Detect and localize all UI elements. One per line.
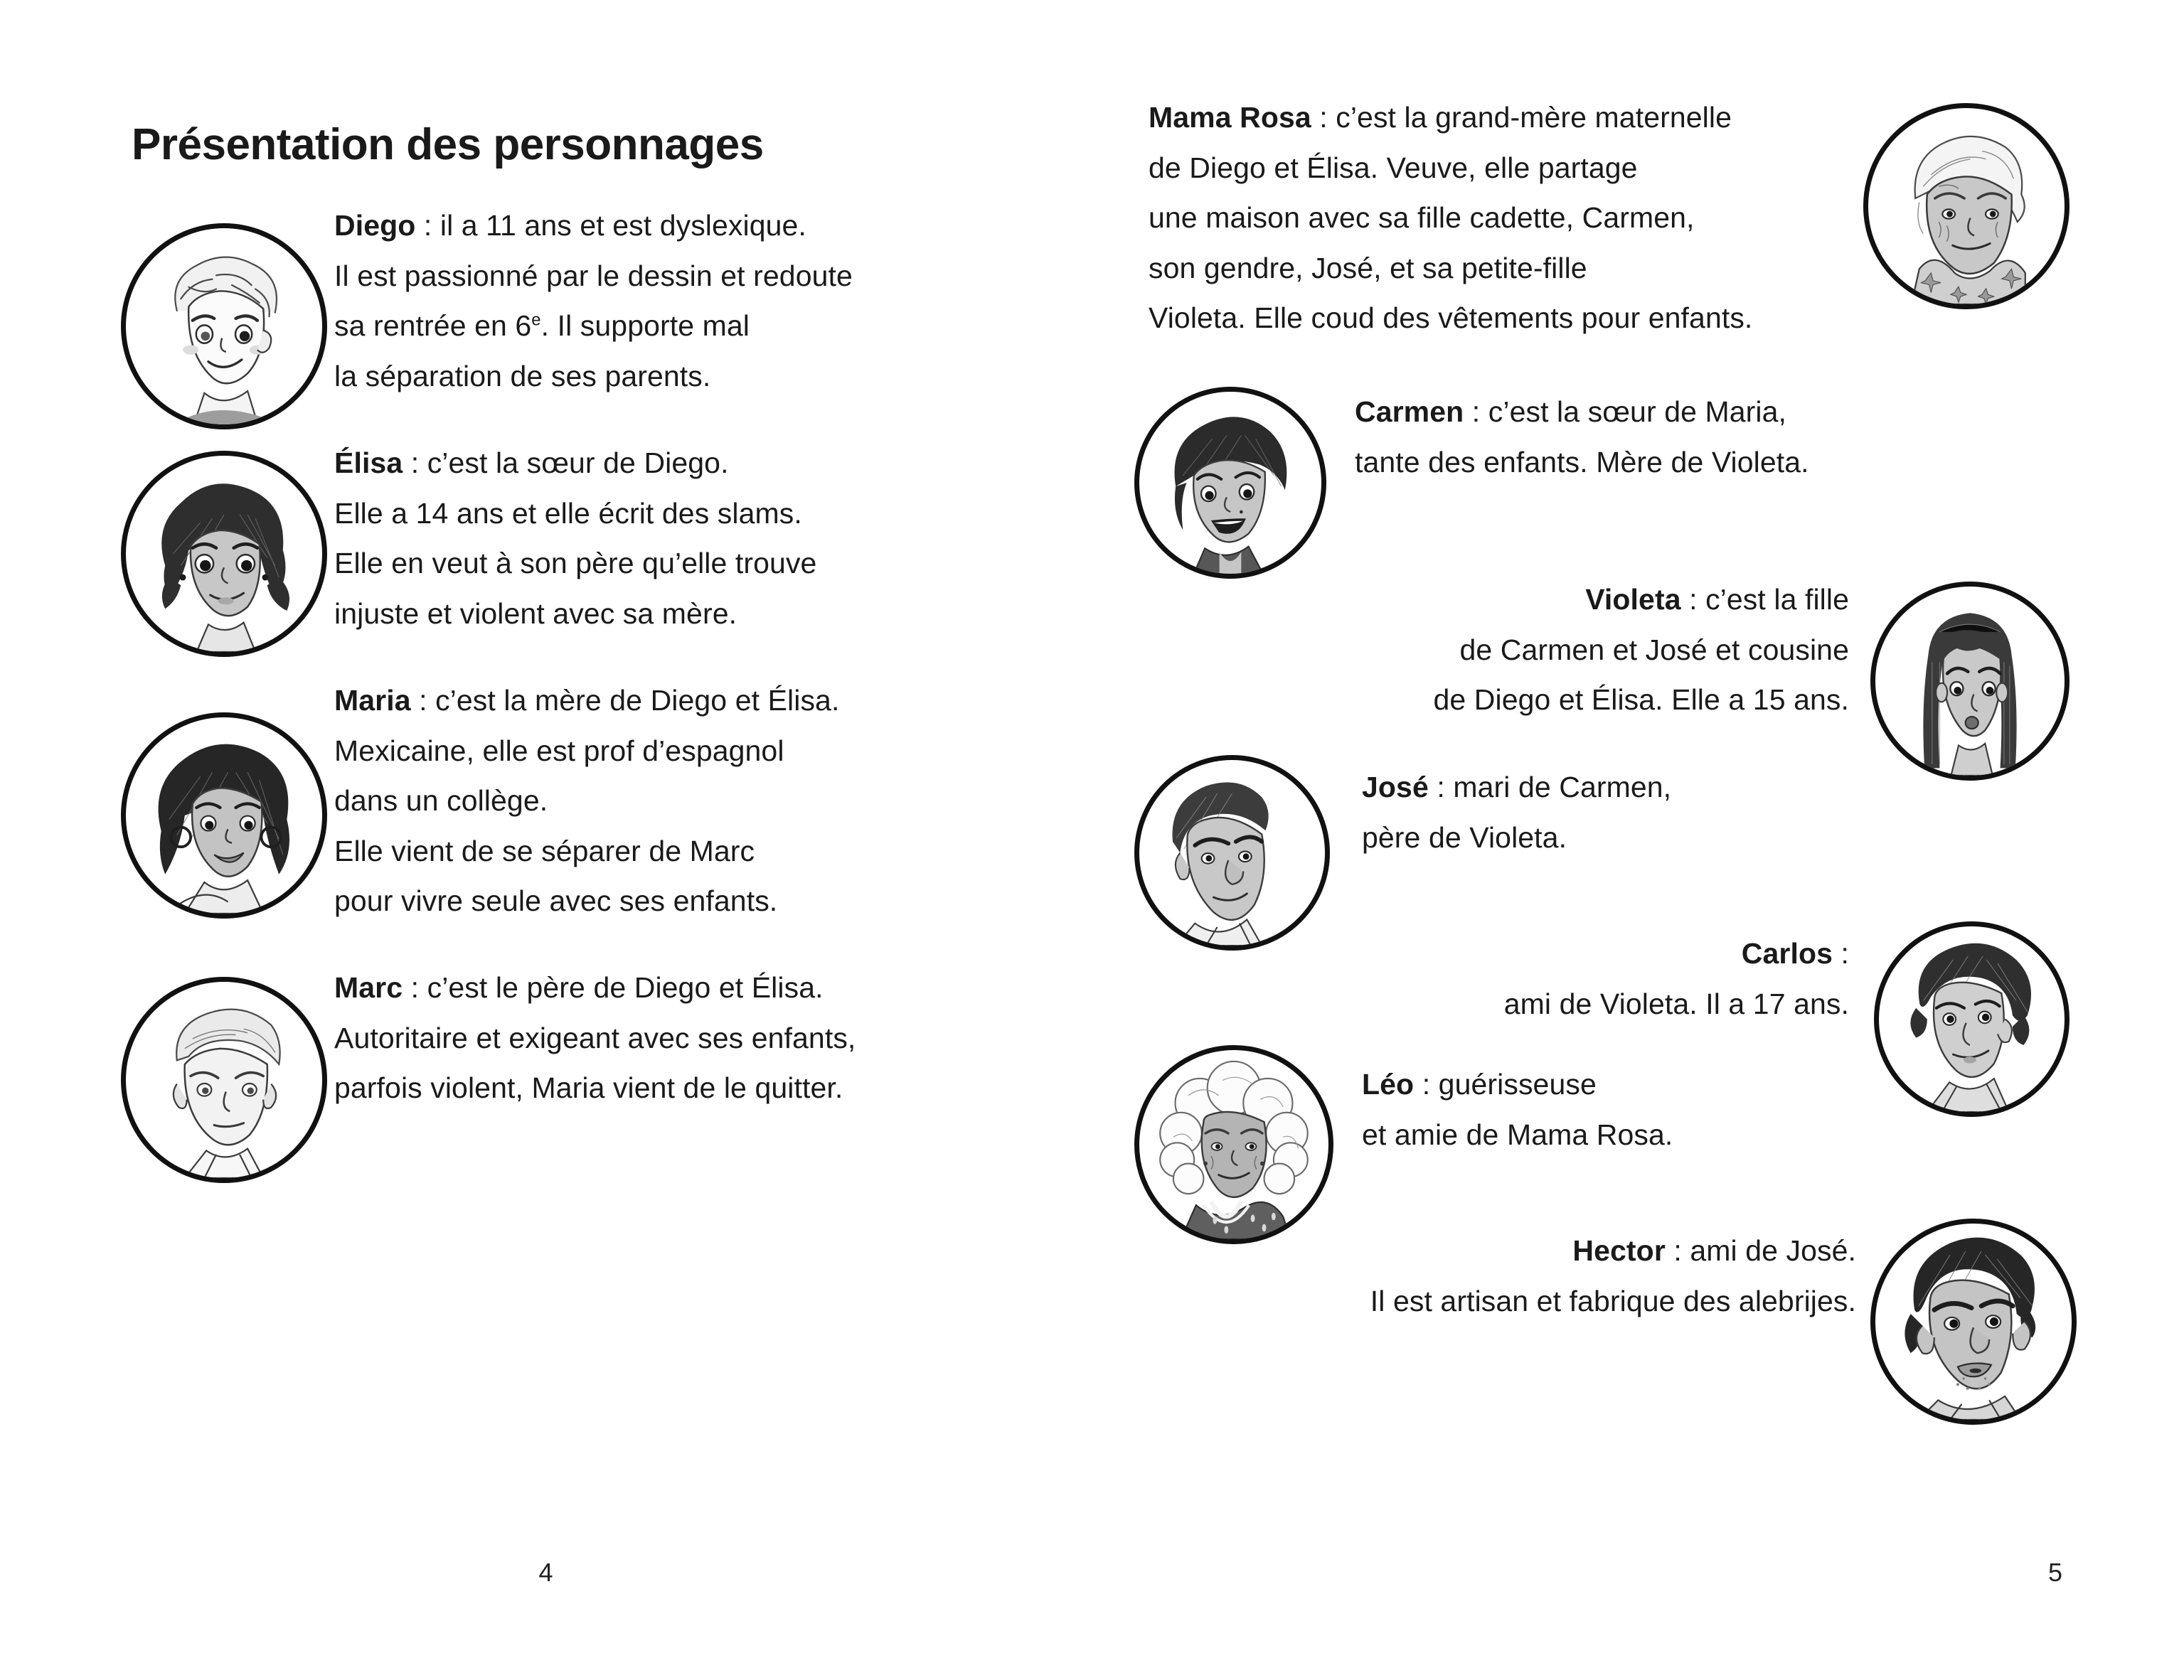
jose-portrait xyxy=(1134,755,1330,951)
maria-description xyxy=(334,675,1035,926)
leo-line-2: et amie de Mama Rosa. xyxy=(1362,1118,1673,1151)
leo-description xyxy=(1362,1059,2062,1160)
marc-portrait xyxy=(121,977,327,1183)
character-entry-carmen xyxy=(1149,387,2062,550)
carlos-line-2: ami de Violeta. Il a 17 ans. xyxy=(1503,987,1849,1020)
leo-name: Léo xyxy=(1362,1068,1415,1101)
maria-line-4: Elle vient de se séparer de Marc xyxy=(334,834,755,867)
character-entry-mama-rosa xyxy=(1149,0,2062,363)
elisa-line-2: Elle a 14 ans et elle écrit des slams. xyxy=(334,496,802,530)
violeta-line-1 xyxy=(1149,574,1849,625)
violeta-name: Violeta xyxy=(1585,583,1681,616)
page-number-left: 4 xyxy=(538,1558,553,1587)
diego-portrait xyxy=(121,223,327,429)
jose-line-1-rest: : mari de Carmen, xyxy=(1428,771,1672,803)
marc-line-1-rest: : c’est le père de Diego et Élisa. xyxy=(403,971,824,1005)
mama-rosa-portrait xyxy=(1863,103,2070,309)
violeta-description xyxy=(1149,574,1849,725)
leo-portrait xyxy=(1134,1045,1333,1244)
marc-name: Marc xyxy=(334,971,403,1005)
character-entry-elisa xyxy=(114,438,1035,651)
diego-line-2: Il est passionné par le dessin et redoute xyxy=(334,259,853,292)
character-entry-hector xyxy=(1149,1226,2062,1382)
violeta-line-3: de Diego et Élisa. Elle a 15 ans. xyxy=(1433,683,1849,717)
elisa-line-1-rest: : c’est la sœur de Diego. xyxy=(403,446,729,480)
hector-portrait xyxy=(1870,1219,2077,1425)
carmen-description xyxy=(1355,387,2062,487)
elisa-description xyxy=(334,438,1035,638)
elisa-portrait xyxy=(121,451,327,657)
jose-line-2: père de Violeta. xyxy=(1362,820,1567,854)
hector-line-2: Il est artisan et fabrique des alebrijes. xyxy=(1370,1284,1856,1317)
page-number-right: 5 xyxy=(2047,1558,2062,1587)
carmen-line-1-rest: : c’est la sœur de Maria, xyxy=(1464,395,1787,428)
maria-line-1-rest: : c’est la mère de Diego et Élisa. xyxy=(410,684,840,717)
diego-line-3-sup: e xyxy=(531,310,541,330)
diego-line-1-rest: : il a 11 ans et est dyslexique. xyxy=(415,209,806,242)
elisa-name: Élisa xyxy=(334,446,403,480)
carlos-line-1-rest: : xyxy=(1833,937,1849,970)
elisa-line-4: injuste et violent avec sa mère. xyxy=(334,596,737,630)
character-entry-marc xyxy=(114,963,1035,1169)
carmen-line-1 xyxy=(1355,387,2062,437)
jose-description xyxy=(1362,762,2062,862)
diego-name: Diego xyxy=(334,209,416,242)
character-entry-leo xyxy=(1149,1059,2062,1202)
marc-line-1 xyxy=(334,963,1035,1013)
diego-line-3 xyxy=(334,301,1035,351)
maria-line-2: Mexicaine, elle est prof d’espagnol xyxy=(334,734,784,767)
mama-rosa-line-4: son gendre, José, et sa petite-fille xyxy=(1149,251,1587,284)
violeta-line-2: de Carmen et José et cousine xyxy=(1459,633,1849,666)
character-entry-maria xyxy=(114,675,1035,938)
maria-line-3: dans un collège. xyxy=(334,784,548,818)
hector-line-1-rest: : ami de José. xyxy=(1665,1234,1856,1267)
elisa-line-3: Elle en veut à son père qu’elle trouve xyxy=(334,547,817,580)
character-entry-carlos xyxy=(1149,929,2062,1078)
hector-name: Hector xyxy=(1572,1234,1666,1267)
violeta-portrait xyxy=(1870,582,2070,781)
maria-line-1 xyxy=(334,675,1035,726)
mama-rosa-name: Mama Rosa xyxy=(1149,101,1311,134)
diego-line-1 xyxy=(334,200,1035,251)
hector-description xyxy=(1149,1226,1856,1326)
mama-rosa-line-1-rest: : c’est la grand-mère maternelle xyxy=(1311,101,1732,134)
page-right xyxy=(1092,0,2183,1680)
violeta-line-1-rest: : c’est la fille xyxy=(1680,583,1849,616)
carlos-line-1 xyxy=(1149,929,1849,979)
character-entry-violeta xyxy=(1149,574,2062,766)
mama-rosa-line-5: Violeta. Elle coud des vêtements pour enfants. xyxy=(1149,301,1753,335)
jose-line-1 xyxy=(1362,762,2062,813)
page-title: Présentation des personnages xyxy=(132,120,764,169)
mama-rosa-line-2: de Diego et Élisa. Veuve, elle partage xyxy=(1149,151,1638,184)
leo-line-1 xyxy=(1362,1059,2062,1110)
jose-name: José xyxy=(1362,771,1429,803)
maria-line-5: pour vivre seule avec ses enfants. xyxy=(334,884,778,918)
diego-description xyxy=(334,200,1035,401)
mama-rosa-line-3: une maison avec sa fille cadette, Carmen, xyxy=(1149,201,1695,235)
elisa-line-1 xyxy=(334,438,1035,488)
marc-description xyxy=(334,963,1035,1113)
character-entry-jose xyxy=(1149,762,2062,904)
character-entry-diego xyxy=(114,200,1035,414)
diego-line-3b: . Il supporte mal xyxy=(540,309,750,343)
hector-line-1 xyxy=(1149,1226,1856,1276)
carlos-description xyxy=(1149,929,1849,1029)
carmen-line-2: tante des enfants. Mère de Violeta. xyxy=(1355,445,1809,478)
marc-line-3: parfois violent, Maria vient de le quitter. xyxy=(334,1071,843,1105)
diego-line-4: la séparation de ses parents. xyxy=(334,359,711,392)
leo-line-1-rest: : guérisseuse xyxy=(1414,1068,1597,1101)
diego-line-3a: sa rentrée en 6 xyxy=(334,309,532,343)
carlos-name: Carlos xyxy=(1741,937,1833,970)
carmen-name: Carmen xyxy=(1355,395,1464,428)
maria-portrait xyxy=(121,712,327,919)
maria-name: Maria xyxy=(334,684,411,717)
marc-line-2: Autoritaire et exigeant avec ses enfants, xyxy=(334,1021,856,1054)
carmen-portrait xyxy=(1134,387,1326,579)
